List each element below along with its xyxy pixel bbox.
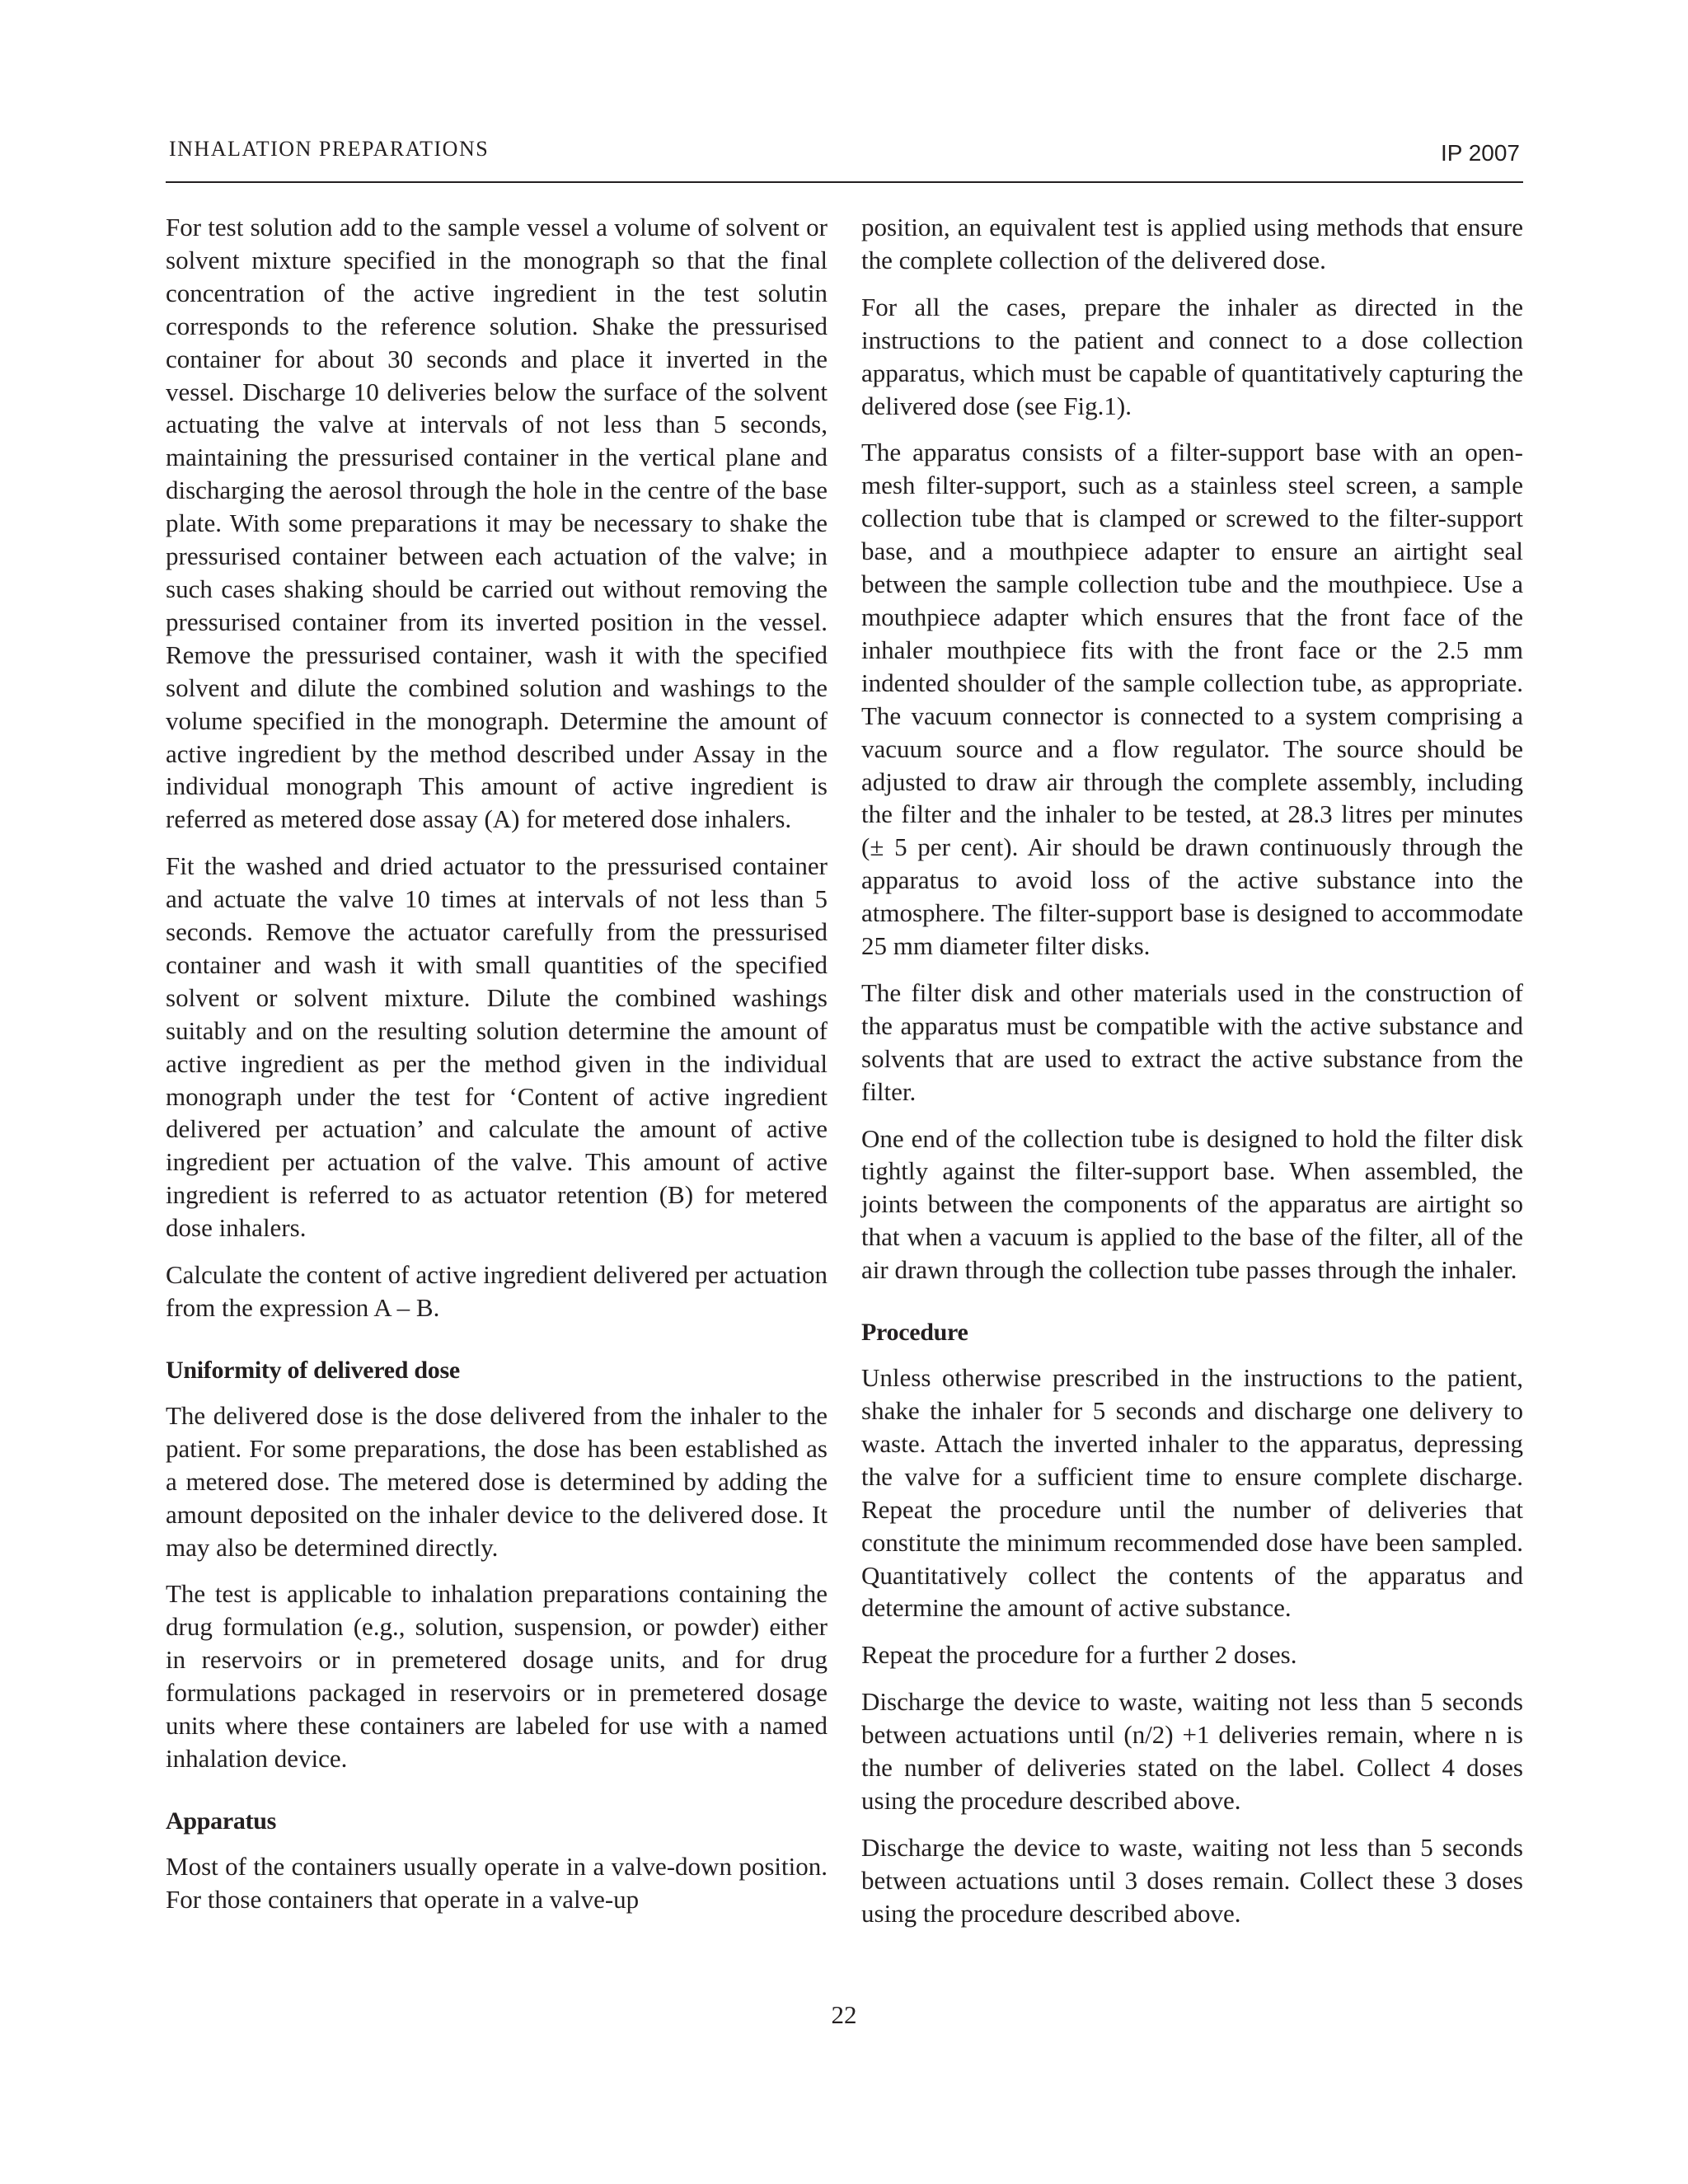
paragraph-apparatus-description: The apparatus consists of a filter-support base with an open-mesh filter-support, such as a stainless steel screen, a sample collection tube that is clamped or screwed to the filter-support base, and a mouthpiece adapter to ensure an airtight seal between the sample collection tube and the mouthpiece. Use a mouthpiece adapter which ensures that the front face of the inhaler mouthpiece fits with the front face or the 2.5 mm indented shoulder of the sample collection tube, as appropriate. The vacuum connector is connected to a system comprising a vacuum source and a flow regulator. The source should be adjusted to draw air through the complete assembly, including the filter and the inhaler to be tested, at 28.3 litres per minutes (± 5 per cent). Air should be drawn continuously through the apparatus to avoid loss of the active substance into the atmosphere. The filter-support base is designed to accommodate 25 mm diameter filter disks. [861,438,1523,961]
page-number: 22 [831,2000,857,2029]
paragraph-collection-tube: One end of the collection tube is designed to hold the filter disk tightly against the filter-support base. When assembled, the joints between the components of the apparatus are airtight so that when a vacuum is applied to the base of the filter, all of the air drawn through the collection tube passes through the inhaler. [861,1123,1523,1285]
heading-apparatus: Apparatus [166,1807,276,1835]
paragraph-prepare-inhaler: For all the cases, prepare the inhaler as directed in the instructions to the patient and connect to a dose collection apparatus, which must be capable of quantitatively capturing the delivered dose (see Fig.1). [861,292,1523,420]
left-column [166,211,828,1930]
paragraph-equivalent-test: position, an equivalent test is applied using methods that ensure the complete collection of the delivered dose. [861,213,1523,274]
paragraph-container-orientation: Most of the containers usually operate in a valve-down position. For those containers that operate in a valve-up [166,1851,828,1914]
header-section-title: INHALATION PREPARATIONS [169,137,490,161]
paragraph-discharge-final: Discharge the device to waste, waiting not less than 5 seconds between actuations until 3 doses remain. Collect these 3 doses using the procedure described above. [861,1832,1523,1928]
paragraph-procedure-steps: Unless otherwise prescribed in the instructions to the patient, shake the inhaler for 5 seconds and discharge one delivery to waste. Attach the inverted inhaler to the apparatus, depressing the valve for a sufficient time to ensure complete discharge. Repeat the procedure until the number of deliveries that constitute the minimum recommended dose have been sampled. Quantitatively collect the contents of the apparatus and determine the amount of active substance. [861,1363,1523,1623]
running-header [166,132,1523,183]
paragraph-repeat-procedure: Repeat the procedure for a further 2 doses. [861,1640,1297,1670]
paragraph-test-applicability: The test is applicable to inhalation preparations containing the drug formulation (e.g., solution, suspension, or powder) either in reservoirs or in premetered dosage units, and for drug formulations packaged in reservoirs or in premetered dosage units where these containers are labeled for use with a named inhalation device. [166,1579,828,1773]
paragraph-test-solution: For test solution add to the sample vessel a volume of solvent or solvent mixture specified in the monograph so that the final concentration of the active ingredient in the test solutin corresponds to the reference solution. Shake the pressurised container for about 30 seconds and place it inverted in the vessel. Discharge 10 deliveries below the surface of the solvent actuating the valve at intervals of not less than 5 seconds, maintaining the pressurised container in the vertical plane and discharging the aerosol through the hole in the centre of the base plate. With some preparations it may be necessary to shake the pressurised container between each actuation of the valve; in such cases shaking should be carried out without removing the pressurised container from its inverted position in the vessel. Remove the pressurised container, wash it with the specified solvent and dilute the combined solution and washings to the volume specified in the monograph. Determine the amount of active ingredient by the method described under Assay in the individual monograph This amount of active ingredient is referred as metered dose assay (A) for metered dose inhalers. [166,213,828,834]
right-column [861,211,1523,1944]
paragraph-calculate-content: Calculate the content of active ingredient delivered per actuation from the expression A – B. [166,1260,828,1322]
heading-uniformity-of-delivered-dose: Uniformity of delivered dose [166,1356,460,1384]
heading-procedure: Procedure [861,1319,968,1347]
paragraph-delivered-dose-definition: The delivered dose is the dose delivered from the inhaler to the patient. For some preparations, the dose has been established as a metered dose. The metered dose is determined by adding the amount deposited on the inhaler device to the delivered dose. It may also be determined directly. [166,1400,828,1562]
header-edition: IP 2007 [1440,140,1520,166]
paragraph-actuator-retention: Fit the washed and dried actuator to the pressurised container and actuate the valve 10 times at intervals of not less than 5 seconds. Remove the actuator carefully from the pressurised container and wash it with small quantities of the specified solvent or solvent mixture. Dilute the combined washings suitably and on the resulting solution determine the amount of active ingredient as per the method given in the individual monograph under the test for ‘Content of active ingredient delivered per actuation’ and calculate the amount of active ingredient per actuation of the valve. This amount of active ingredient is referred to as actuator retention (B) for metered dose inhalers. [166,851,828,1243]
paragraph-discharge-half: Discharge the device to waste, waiting not less than 5 seconds between actuations until (n/2) +1 deliveries remain, where n is the number of deliveries stated on the label. Collect 4 doses using the procedure described above. [861,1687,1523,1815]
paragraph-filter-disk: The filter disk and other materials used in the construction of the apparatus must be compatible with the active substance and solvents that are used to extract the active substance from the filter. [861,977,1523,1106]
